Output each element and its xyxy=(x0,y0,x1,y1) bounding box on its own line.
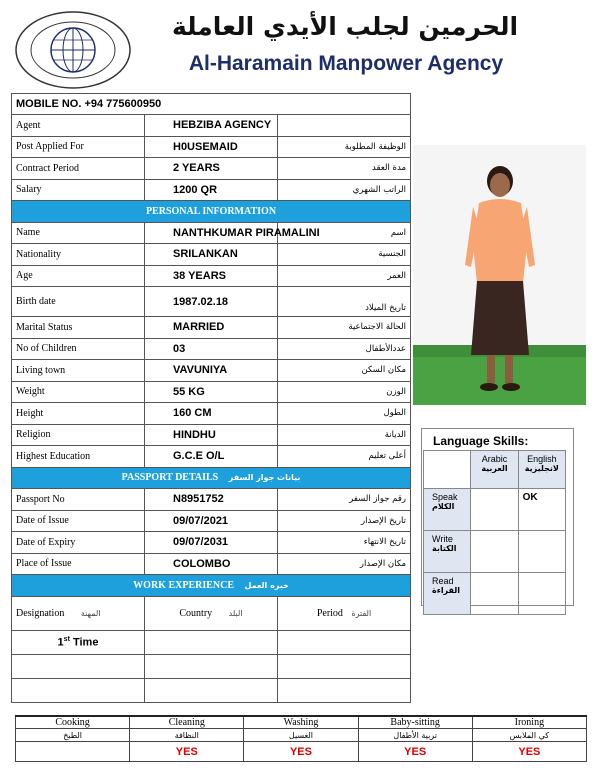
country-header xyxy=(145,596,278,630)
period-header-ar: الفترة xyxy=(351,608,372,618)
read-arabic-cell xyxy=(471,573,518,615)
english-label-ar: لانجليزية xyxy=(524,464,559,473)
salary-label-ar: الراتب الشهري xyxy=(278,179,411,201)
first-time-text: Time xyxy=(69,636,99,649)
living-value: VAVUNIYA xyxy=(145,360,278,382)
designation-header-ar: المهنة xyxy=(80,608,101,618)
read-label: Read xyxy=(432,576,454,586)
skill-cleaning-label-ar: النظافة xyxy=(130,729,244,742)
write-arabic-cell xyxy=(471,531,518,573)
speak-arabic-cell xyxy=(471,489,518,531)
name-value: NANTHKUMAR PIRAMALINI xyxy=(145,222,278,244)
personal-info-header: PERSONAL INFORMATION xyxy=(12,201,411,223)
weight-label: Weight xyxy=(12,381,145,403)
arabic-label: Arabic xyxy=(481,454,508,464)
first-time-cell xyxy=(12,630,145,654)
skill-cleaning-label: Cleaning xyxy=(130,716,244,729)
age-label-ar: العمر xyxy=(278,265,411,287)
arabic-label-ar: العربية xyxy=(481,464,508,473)
education-label-ar: أعلى تعليم xyxy=(278,446,411,468)
first-time-number: 1 xyxy=(57,636,64,649)
height-value: 160 CM xyxy=(145,403,278,425)
children-label-ar: عددالأطفال xyxy=(278,338,411,360)
experience-country-3 xyxy=(145,678,278,702)
skill-washing-label: Washing xyxy=(244,716,358,729)
name-label-ar: اسم xyxy=(278,222,411,244)
expiry-date-label-ar: تاريخ الانتهاء xyxy=(278,532,411,554)
language-corner-cell xyxy=(424,451,471,489)
speak-label: Speak xyxy=(432,492,458,502)
skill-cleaning-value: YES xyxy=(130,742,244,762)
work-experience-title-ar: خبره العمل xyxy=(244,580,289,590)
language-skills-title: Language Skills: xyxy=(433,434,529,448)
post-value: H0USEMAID xyxy=(145,136,278,158)
name-label: Name xyxy=(12,222,145,244)
write-english-cell xyxy=(518,531,565,573)
issue-place-label-ar: مكان الإصدار xyxy=(278,553,411,575)
skill-cooking-label-ar: الطبخ xyxy=(16,729,130,742)
experience-country-1 xyxy=(145,630,278,654)
experience-country-2 xyxy=(145,654,278,678)
experience-designation-2 xyxy=(12,654,145,678)
read-row-header xyxy=(424,573,471,615)
age-label: Age xyxy=(12,265,145,287)
english-label: English xyxy=(527,454,557,464)
speak-row-header xyxy=(424,489,471,531)
birth-label: Birth date xyxy=(12,287,145,317)
religion-value: HINDHU xyxy=(145,424,278,446)
designation-header-label: Designation xyxy=(16,607,65,619)
children-value: 03 xyxy=(145,338,278,360)
issue-place-value: COLOMBO xyxy=(145,553,278,575)
skill-babysitting-label: Baby-sitting xyxy=(358,716,472,729)
agency-logo xyxy=(14,10,132,90)
skill-washing-label-ar: الغسيل xyxy=(244,729,358,742)
read-english-cell xyxy=(518,573,565,615)
children-label: No of Children xyxy=(12,338,145,360)
contract-value: 2 YEARS xyxy=(145,158,278,180)
living-label: Living town xyxy=(12,360,145,382)
language-skills-table xyxy=(423,450,566,615)
period-header-label: Period xyxy=(316,607,343,619)
write-label: Write xyxy=(432,534,453,544)
agent-label: Agent xyxy=(12,115,145,137)
country-header-label: Country xyxy=(179,607,213,619)
mobile-number: MOBILE NO. +94 775600950 xyxy=(12,94,411,115)
skill-washing-value: YES xyxy=(244,742,358,762)
salary-value: 1200 QR xyxy=(145,179,278,201)
experience-period-2 xyxy=(278,654,411,678)
first-time-suffix: st xyxy=(63,635,70,643)
birth-value: 1987.02.18 xyxy=(145,287,278,317)
nationality-value: SRILANKAN xyxy=(145,244,278,266)
nationality-label: Nationality xyxy=(12,244,145,266)
weight-value: 55 KG xyxy=(145,381,278,403)
passport-no-label-ar: رقم جواز السفر xyxy=(278,489,411,511)
skill-ironing-label-ar: كي الملابس xyxy=(472,729,586,742)
passport-details-title: PASSPORT DETAILS xyxy=(121,472,219,484)
issue-place-label: Place of Issue xyxy=(12,553,145,575)
experience-designation-3 xyxy=(12,678,145,702)
agent-label-ar xyxy=(278,115,411,137)
issue-date-label-ar: تاريخ الإصدار xyxy=(278,510,411,532)
passport-details-header xyxy=(12,467,411,489)
skill-ironing-label: Ironing xyxy=(472,716,586,729)
passport-no-label: Passport No xyxy=(12,489,145,511)
marital-label-ar: الحالة الاجتماعية xyxy=(278,317,411,339)
designation-header xyxy=(12,596,145,630)
salary-label: Salary xyxy=(12,179,145,201)
marital-label: Marital Status xyxy=(12,317,145,339)
write-row-header xyxy=(424,531,471,573)
country-header-ar: البلد xyxy=(228,608,243,618)
work-skills-table xyxy=(15,715,587,762)
speak-label-ar: الكلام xyxy=(432,502,455,511)
passport-details-title-ar: بيانات جواز السفر xyxy=(228,473,301,483)
education-label: Highest Education xyxy=(12,446,145,468)
period-header xyxy=(278,596,411,630)
experience-period-1 xyxy=(278,630,411,654)
page-header xyxy=(0,0,593,92)
application-form xyxy=(11,93,411,703)
post-label: Post Applied For xyxy=(12,136,145,158)
post-label-ar: الوظيفة المطلوبة xyxy=(278,136,411,158)
issue-date-label: Date of Issue xyxy=(12,510,145,532)
education-value: G.C.E O/L xyxy=(145,446,278,468)
read-label-ar: القراءة xyxy=(432,586,461,595)
birth-label-ar: تاريخ الميلاد xyxy=(278,287,411,317)
applicant-photo xyxy=(413,145,586,405)
issue-date-value: 09/07/2021 xyxy=(145,510,278,532)
contract-label-ar: مدة العقد xyxy=(278,158,411,180)
agent-value: HEBZIBA AGENCY xyxy=(145,115,278,137)
speak-english-cell: OK xyxy=(518,489,565,531)
work-experience-header xyxy=(12,575,411,597)
arabic-column-header xyxy=(471,451,518,489)
agency-title-english: Al-Haramain Manpower Agency xyxy=(188,52,504,75)
skill-babysitting-value: YES xyxy=(358,742,472,762)
marital-value: MARRIED xyxy=(145,317,278,339)
nationality-label-ar: الجنسية xyxy=(278,244,411,266)
expiry-date-value: 09/07/2031 xyxy=(145,532,278,554)
age-value: 38 YEARS xyxy=(145,265,278,287)
experience-period-3 xyxy=(278,678,411,702)
passport-no-value: N8951752 xyxy=(145,489,278,511)
religion-label: Religion xyxy=(12,424,145,446)
work-experience-title: WORK EXPERIENCE xyxy=(133,579,235,591)
english-column-header xyxy=(518,451,565,489)
skill-babysitting-label-ar: تربية الأطفال xyxy=(358,729,472,742)
expiry-date-label: Date of Expiry xyxy=(12,532,145,554)
agency-title-arabic: الحرمين لجلب الأيدي العاملة xyxy=(171,12,519,41)
height-label: Height xyxy=(12,403,145,425)
skill-cooking-value xyxy=(16,742,130,762)
religion-label-ar: الديانة xyxy=(278,424,411,446)
skill-cooking-label: Cooking xyxy=(16,716,130,729)
write-label-ar: الكتابة xyxy=(432,544,457,553)
contract-label: Contract Period xyxy=(12,158,145,180)
skill-ironing-value: YES xyxy=(472,742,586,762)
living-label-ar: مكان السكن xyxy=(278,360,411,382)
height-label-ar: الطول xyxy=(278,403,411,425)
weight-label-ar: الوزن xyxy=(278,381,411,403)
